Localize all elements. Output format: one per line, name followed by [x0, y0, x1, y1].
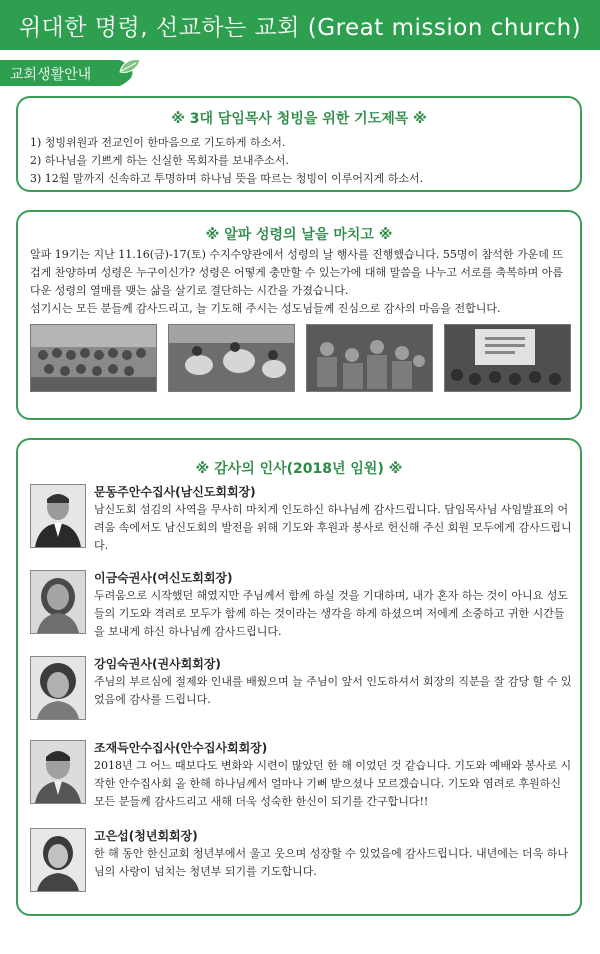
person-message: 2018년 그 어느 때보다도 변화와 시련이 많았던 한 해 이었던 것 같습니다. 기도와 예배와 봉사로 시작한 안수집사회 올 한해 하나님께서 얼마나 기뻐 받으셨나 모르겠습니다. 기도와 염려로 후원하신 모든 분들께 감사드리고 새해 더욱 성숙한 한신이 되기를 간구합니다!! — [94, 759, 572, 808]
prayer-item: 3) 12월 말까지 신속하고 투명하며 하나님 뜻을 따르는 청빙이 이루어지게 하소서. — [30, 172, 424, 185]
person-name: 문동주안수집사(남신도회회장) — [94, 485, 256, 499]
group-photo-1 — [30, 324, 157, 392]
prayer-title: ※ 3대 담임목사 청빙을 위한 기도제목 ※ — [171, 111, 427, 127]
portrait — [30, 740, 86, 804]
portrait — [30, 828, 86, 892]
alpha-photo-strip — [30, 324, 570, 392]
person-name: 고은섭(청년회회장) — [94, 829, 198, 843]
portrait — [30, 656, 86, 720]
person-name: 이금숙권사(여신도회회장) — [94, 571, 233, 585]
prayer-box — [16, 96, 582, 192]
prayer-item: 1) 청빙위원과 전교인이 한마음으로 기도하게 하소서. — [30, 136, 286, 149]
alpha-paragraph: 알파 19기는 지난 11.16(금)-17(토) 수지수양관에서 성령의 날 행사를 진행했습니다. 55명이 참석한 가운데 뜨겁게 찬양하며 성령은 누구이신가? 성령은 어떻게 충만할 수 있는가에 대해 말씀을 나누고 서로를 축복하며 아름다운 성령의 열매를 맺는 삶을 살기로 결단하는 시간을 가졌습니다. — [30, 248, 564, 297]
group-photo-2 — [168, 324, 295, 392]
person-name: 조재득안수집사(안수집사회회장) — [94, 741, 268, 755]
alpha-box — [16, 210, 582, 420]
group-photo-3 — [306, 324, 433, 392]
alpha-paragraph: 섬기시는 모든 분들께 감사드리고, 늘 기도해 주시는 성도님들께 진심으로 감사의 마음을 전합니다. — [30, 302, 501, 315]
prayer-item: 2) 하나님을 기쁘게 하는 신실한 목회자를 보내주소서. — [30, 154, 289, 167]
group-photo-4 — [444, 324, 571, 392]
thanks-box — [16, 438, 582, 916]
leaf-icon — [118, 58, 142, 76]
person-message: 남신도회 섬김의 사역을 무사히 마치게 인도하신 하나님께 감사드립니다. 담임목사님 사임발표의 어려움 속에서도 남신도회의 발전을 위해 기도와 후원과 봉사로 헌신해 주신 회원 모두에게 감사드립니다. — [94, 503, 572, 552]
page-title: 위대한 명령, 선교하는 교회 (Great mission church) — [18, 15, 582, 41]
alpha-title: ※ 알파 성령의 날을 마치고 ※ — [205, 227, 393, 243]
portrait — [30, 570, 86, 634]
person-message: 두려움으로 시작했던 해였지만 주님께서 함께 하실 것을 기대하며, 내가 혼자 하는 것이 아니요 성도들의 기도와 격려로 모두가 함께 하는 것이라는 생각을 하게 하셨으며 저에게 소중하고 귀한 시간들을 보내게 하신 하나님께 감사드립니다. — [94, 589, 568, 638]
person-name: 강임숙권사(권사회회장) — [94, 657, 221, 671]
person-message: 주님의 부르심에 절제와 인내를 배웠으며 늘 주님이 앞서 인도하셔서 회장의 직분을 잘 감당 할 수 있었음에 감사를 드립니다. — [94, 675, 572, 706]
alpha-body — [30, 246, 568, 318]
prayer-list — [30, 134, 568, 188]
person-message: 한 해 동안 한신교회 청년부에서 울고 웃으며 성장할 수 있었음에 감사드립니다. 내년에는 더욱 하나님의 사랑이 넘치는 청년부 되기를 기도합니다. — [94, 847, 568, 878]
portrait — [30, 484, 86, 548]
section-tab-label: 교회생활안내 — [10, 67, 92, 83]
header-banner — [0, 0, 600, 50]
thanks-title: ※ 감사의 인사(2018년 임원) ※ — [195, 461, 403, 477]
